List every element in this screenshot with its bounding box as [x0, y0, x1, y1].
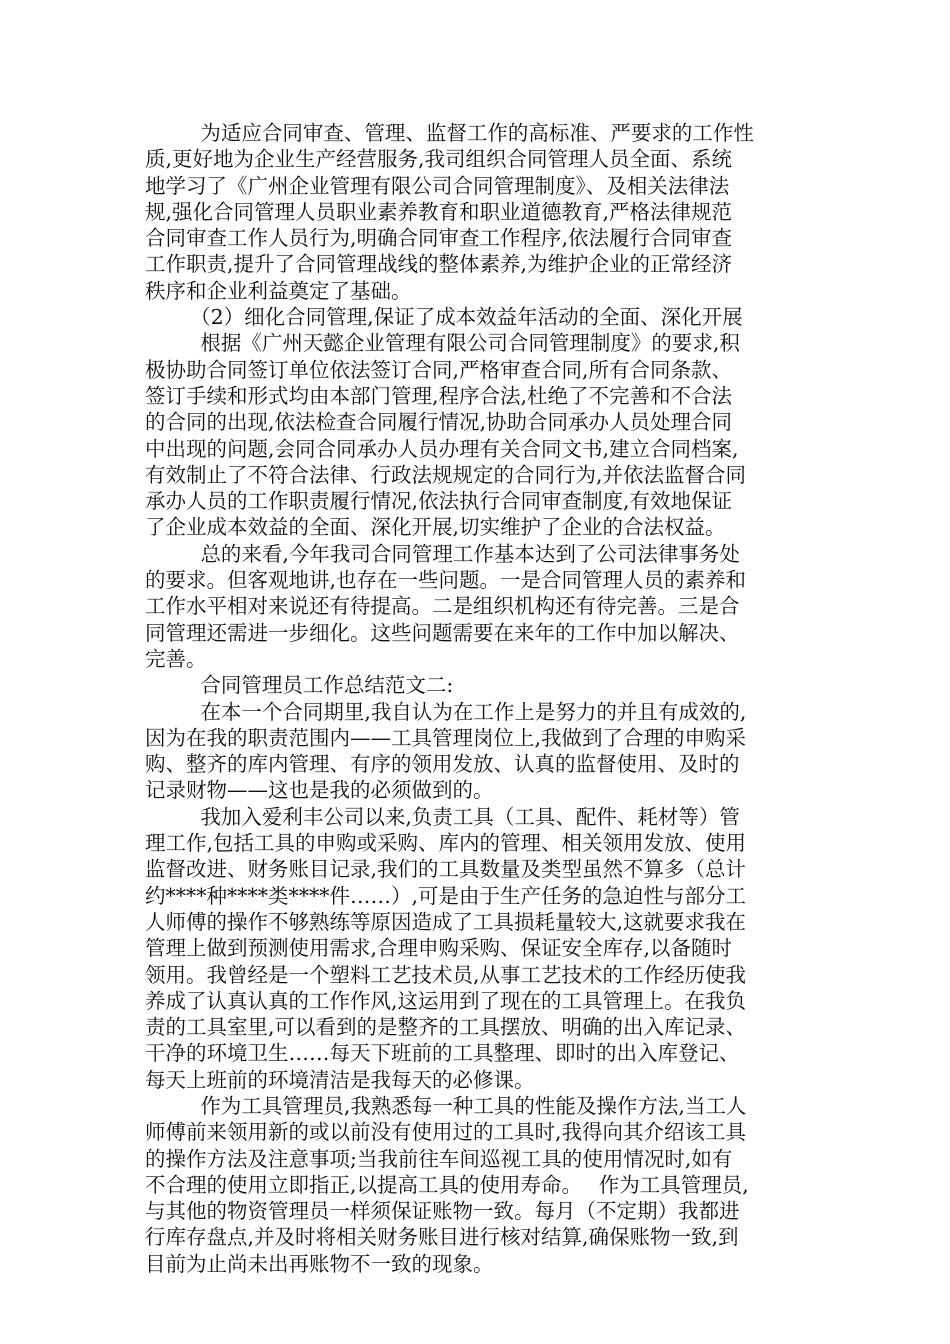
text-line: 秩序和企业利益奠定了基础。 [145, 278, 412, 303]
text-line: 工作职责,提升了合同管理战线的整体素养,为维护企业的正常经济 [145, 252, 733, 277]
text-line: 管理上做到预测使用需求,合理申购采购、保证安全库存,以备随时 [145, 936, 733, 961]
text-line: 养成了认真认真的工作作风,这运用到了现在的工具管理上。在我负 [145, 988, 747, 1013]
text-line: 行库存盘点,并及时将相关财务账目进行核对结算,确保账物一致,到 [145, 1225, 739, 1250]
text-line: 领用。我曾经是一个塑料工艺技术员,从事工艺技术的工作经历使我 [145, 962, 747, 987]
text-line: 完善。 [145, 646, 207, 671]
text-line: 合同审查工作人员行为,明确合同审查工作程序,依法履行合同审查 [145, 226, 733, 251]
text-line: 责的工具室里,可以看到的是整齐的工具摆放、明确的出入库记录、 [145, 1015, 747, 1040]
text-line: 有效制止了不符合法律、行政法规规定的合同行为,并依法监督合同 [145, 462, 747, 487]
text-line: 规,强化合同管理人员职业素养教育和职业道德教育,严格法律规范 [145, 199, 733, 224]
text-line: 干净的环境卫生……每天下班前的工具整理、即时的出入库登记、 [145, 1041, 740, 1066]
text-line: 为适应合同审查、管理、监督工作的高标准、严要求的工作性 [200, 121, 754, 145]
document-page [145, 120, 815, 1277]
text-line: 极协助合同签订单位依法签订合同,严格审查合同,所有合同条款、 [145, 357, 733, 382]
text-line: 在本一个合同期里,我自认为在工作上是努力的并且有成效的, [200, 699, 747, 724]
text-line: 同管理还需进一步细化。这些问题需要在来年的工作中加以解决、 [145, 620, 740, 645]
text-line: 记录财物——这也是我的必须做到的。 [145, 778, 494, 803]
text-line: 目前为止尚未出再账物不一致的现象。 [145, 1251, 494, 1276]
text-line: 根据《广州天懿企业管理有限公司合同管理制度》的要求,积 [200, 331, 740, 356]
text-line: 作为工具管理员,我熟悉每一种工具的性能及操作方法,当工人 [200, 1093, 747, 1118]
text-line: 我加入爱利丰公司以来,负责工具（工具、配件、耗材等）管 [200, 804, 740, 829]
text-line: 理工作,包括工具的申购或采购、库内的管理、相关领用发放、使用 [145, 831, 747, 856]
text-line: 地学习了《广州企业管理有限公司合同管理制度》、及相关法律法 [145, 173, 730, 198]
text-line: 每天上班前的环境清洁是我每天的必修课。 [145, 1067, 535, 1092]
text-line: 工作水平相对来说还有待提高。二是组织机构还有待完善。三是合 [145, 594, 740, 619]
text-line: 中出现的问题,会同合同承办人员办理有关合同文书,建立合同档案, [145, 436, 739, 461]
text-line: 约****种****类****件……）,可是由于生产任务的急迫性与部分工 [145, 883, 747, 908]
text-line: 的操作方法及注意事项;当我前往车间巡视工具的使用情况时,如有 [145, 1146, 733, 1171]
text-line: 不合理的使用立即指正,以提高工具的使用寿命。 作为工具管理员, [145, 1172, 749, 1197]
text-line: 的合同的出现,依法检查合同履行情况,协助合同承办人员处理合同 [145, 410, 733, 435]
text-line: （2）细化合同管理,保证了成本效益年活动的全面、深化开展 [190, 305, 743, 330]
text-line: 的要求。但客观地讲,也存在一些问题。一是合同管理人员的素养和 [145, 568, 747, 593]
text-line: 总的来看,今年我司合同管理工作基本达到了公司法律事务处 [200, 541, 740, 566]
text-line: 质,更好地为企业生产经营服务,我司组织合同管理人员全面、系统 [145, 147, 733, 172]
text-line: 师傅前来领用新的或以前没有使用过的工具时,我得向其介绍该工具 [145, 1120, 747, 1145]
text-line: 了企业成本效益的全面、深化开展,切实维护了企业的合法权益。 [145, 515, 726, 540]
text-line: 签订手续和形式均由本部门管理,程序合法,杜绝了不完善和不合法 [145, 383, 733, 408]
text-line: 购、整齐的库内管理、有序的领用发放、认真的监督使用、及时的 [145, 752, 740, 777]
text-line: 因为在我的职责范围内——工具管理岗位上,我做到了合理的申购采 [145, 725, 747, 750]
text-line: 合同管理员工作总结范文二: [200, 673, 454, 698]
text-line: 人师傅的操作不够熟练等原因造成了工具损耗量较大,这就要求我在 [145, 909, 747, 934]
text-line: 承办人员的工作职责履行情况,依法执行合同审查制度,有效地保证 [145, 489, 733, 514]
text-line: 监督改进、财务账目记录,我们的工具数量及类型虽然不算多（总计 [145, 857, 747, 882]
text-line: 与其他的物资管理员一样须保证账物一致。每月（不定期）我都进 [145, 1199, 740, 1224]
